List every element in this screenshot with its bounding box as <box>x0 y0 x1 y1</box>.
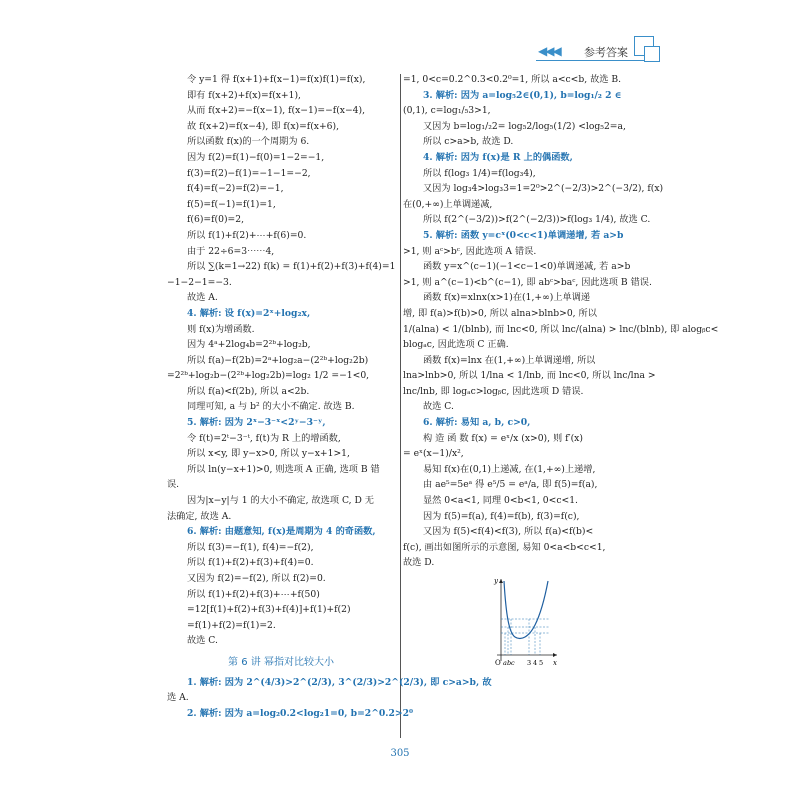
text-line: 又因为 log₃4>log₃3=1=2⁰>2^(−2/3)>2^(−3/2), f(x) <box>423 183 664 195</box>
text-line: 又因为 b=log₁/₂2= log₅2/log₅(1/2) <log₅2=a, <box>423 120 626 132</box>
page-number: 305 <box>390 748 410 759</box>
text-line: 所以 x<y, 即 y−x>0, 所以 y−x+1>1, <box>187 448 350 460</box>
text-line: 2. 解析: 因为 a=log₂0.2<log₂1=0, b=2^0.2>2⁰ <box>187 707 413 719</box>
text-line: 故 f(x+2)=f(x−4), 即 f(x)=f(x+6), <box>187 120 340 132</box>
text-line: 又因为 f(2)=−f(2), 所以 f(2)=0. <box>187 573 326 584</box>
text-line: 又因为 f(5)<f(4)<f(3), 所以 f(a)<f(b)< <box>423 526 594 538</box>
text-line: 故选 A. <box>187 292 218 304</box>
text-line: 1. 解析: 因为 2^(4/3)>2^(2/3), 3^(2/3)>2^(2/3), 即 c>a>b, 故 <box>187 676 492 688</box>
text-line: >1, 则 aᶜ>bᶜ, 因此选项 A 错误. <box>403 245 537 257</box>
origin-label: O <box>495 659 501 667</box>
right-column <box>403 72 719 673</box>
text-line: 所以 f(1)+f(2)+⋯+f(6)=0. <box>187 229 307 241</box>
text-line: 6. 解析: 由题意知, f(x)是周期为 4 的奇函数, <box>187 526 376 538</box>
text-line: = eˣ(x−1)/x², <box>403 448 464 460</box>
tick-label-a: a <box>503 659 507 667</box>
text-line: 选 A. <box>167 692 189 704</box>
text-line: 则 f(x)为增函数. <box>187 323 255 335</box>
text-line: 增, 即 f(a)>f(b)>0, 所以 alna>blnb>0, 所以 <box>403 307 597 319</box>
y-axis-arrow-icon <box>499 579 503 583</box>
text-line: 因为 f(2)=f(1)−f(0)=1−2=−1, <box>187 151 325 163</box>
tick-label-3: 3 <box>527 659 532 667</box>
text-line: (0,1), c=log₁/₅3>1, <box>403 105 491 117</box>
text-line: f(5)=f(−1)=f(1)=1, <box>187 198 276 210</box>
text-line: 所以 ∑(k=1→22) f(k) = f(1)+f(2)+f(3)+f(4)=1 <box>187 261 396 273</box>
text-line: 显然 0<a<1, 同理 0<b<1, 0<c<1. <box>423 495 578 507</box>
text-line: =f(1)+f(2)=f(1)=2. <box>187 619 276 631</box>
text-line: 易知 f(x)在(0,1)上递减, 在(1,+∞)上递增, <box>423 463 596 475</box>
text-line: =12[f(1)+f(2)+f(3)+f(4)]+f(1)+f(2) <box>187 604 351 616</box>
x-axis-arrow-icon <box>553 653 557 657</box>
x-axis-label: x <box>553 659 557 667</box>
text-line: 所以函数 f(x)的一个周期为 6. <box>187 136 310 148</box>
text-line: −1−2−1=−3. <box>167 276 232 288</box>
text-line: 3. 解析: 因为 a=log₅2∈(0,1), b=log₁/₂ 2 ∈ <box>423 89 622 101</box>
text-line: 5. 解析: 函数 y=cˣ(0<c<1)单调递增, 若 a>b <box>423 229 624 241</box>
text-line: 函数 f(x)=lnx 在(1,+∞)上单调递增, 所以 <box>423 354 596 366</box>
text-line: 令 y=1 得 f(x+1)+f(x−1)=f(x)f(1)=f(x), <box>187 74 366 85</box>
text-line: 故选 D. <box>403 557 435 569</box>
text-line: 故选 C. <box>187 635 218 647</box>
text-line: 5. 解析: 因为 2ˣ−3⁻ˣ<2ʸ−3⁻ʸ, <box>187 417 326 429</box>
header-box-icon-inner <box>644 46 660 62</box>
text-line: =2²ᵇ+log₂b−(2²ᵇ+log₂2b)=log₂ 1/2 =−1<0, <box>167 370 370 382</box>
tick-label-4: 4 <box>533 659 538 667</box>
text-line: 6. 解析: 易知 a, b, c>0, <box>423 417 531 429</box>
text-line: 由 ae⁵=5eᵃ 得 e⁵/5 = eᵃ/a, 即 f(5)=f(a), <box>423 479 598 491</box>
text-line: 构 造 函 数 f(x) = eˣ/x (x>0), 则 f′(x) <box>423 432 583 444</box>
text-line: f(6)=f(0)=2, <box>187 214 244 226</box>
text-line: f(3)=f(2)−f(1)=−1−1=−2, <box>187 167 311 179</box>
text-line: 在(0,+∞)上单调递减, <box>403 198 493 210</box>
text-line: 所以 f(2^(−3/2))>f(2^(−2/3))>f(log₃ 1/4), 故选 C. <box>423 214 651 226</box>
text-line: 1/(alna) < 1/(blnb), 而 lnc<0, 所以 lnc/(alna) > lnc/(blnb), 即 alogᵦc< <box>403 323 719 335</box>
text-line: lnc/lnb, 即 logₐc>logᵦc, 因此选项 D 错误. <box>403 385 584 397</box>
text-line: 故选 C. <box>423 401 454 413</box>
graph-svg <box>491 575 561 667</box>
text-line: 4. 解析: 因为 f(x)是 R 上的偶函数, <box>423 151 573 163</box>
header-title: 参考答案 <box>584 46 628 59</box>
curve-fx <box>504 581 548 639</box>
text-line: 4. 解析: 设 f(x)=2ˣ+log₂x, <box>187 307 311 319</box>
text-line: =1, 0<c=0.2^0.3<0.2⁰=1, 所以 a<c<b, 故选 B. <box>403 74 622 85</box>
text-line: f(c), 画出如图所示的示意图, 易知 0<a<b<c<1, <box>403 541 606 553</box>
text-line: 令 f(t)=2ᵗ−3⁻ᵗ, f(t)为 R 上的增函数, <box>187 432 341 444</box>
text-line: 所以 f(1)+f(2)+f(3)+⋯+f(50) <box>187 588 320 600</box>
text-line: blogₐc, 因此选项 C 正确. <box>403 339 509 351</box>
text-line: 函数 y=x^(c−1)(−1<c−1<0)单调递减, 若 a>b <box>423 261 631 273</box>
text-line: 法确定, 故选 A. <box>167 510 232 522</box>
text-line: 所以 f(3)=−f(1), f(4)=−f(2), <box>187 541 314 553</box>
section-heading: 第 6 讲 幂指对比较大小 <box>228 656 334 668</box>
text-line: f(4)=f(−2)=f(2)=−1, <box>187 183 284 195</box>
column-divider <box>400 74 401 738</box>
text-line: 从而 f(x+2)=−f(x−1), f(x−1)=−f(x−4), <box>187 105 366 117</box>
text-line: 所以 f(1)+f(2)+f(3)+f(4)=0. <box>187 557 314 569</box>
text-line: lna>lnb>0, 所以 1/lna < 1/lnb, 而 lnc<0, 所以 lnc/lna > <box>403 370 656 382</box>
text-line: >1, 则 a^(c−1)<b^(c−1), 即 abᶜ>baᶜ, 因此选项 B 错误. <box>403 276 652 288</box>
header-rule <box>536 60 650 61</box>
text-line: 所以 ln(y−x+1)>0, 则选项 A 正确, 选项 B 错 <box>187 463 380 475</box>
text-line: 由于 22÷6=3⋯⋯4, <box>187 245 275 257</box>
text-line: 函数 f(x)=xlnx(x>1)在(1,+∞)上单调递 <box>423 292 591 304</box>
text-line: 因为 f(5)=f(a), f(4)=f(b), f(3)=f(c), <box>423 510 580 522</box>
text-line: 所以 c>a>b, 故选 D. <box>423 136 514 148</box>
header-arrows: ◀◀◀ <box>538 44 560 58</box>
text-line: 因为 4ᵃ+2log₄b=2²ᵇ+log₂b, <box>187 339 311 351</box>
text-line: 所以 f(a)−f(2b)=2ᵃ+log₂a−(2²ᵇ+log₂2b) <box>187 354 369 366</box>
function-sketch-graph <box>491 575 639 673</box>
y-axis-label: y <box>494 577 498 585</box>
tick-label-5: 5 <box>539 659 544 667</box>
text-line: 因为|x−y|与 1 的大小不确定, 故选项 C, D 无 <box>187 495 374 507</box>
tick-label-b: b <box>507 659 512 667</box>
text-line: 同理可知, a 与 b² 的大小不确定. 故选 B. <box>187 401 355 413</box>
text-line: 所以 f(a)<f(2b), 所以 a<2b. <box>187 385 310 397</box>
text-line: 误. <box>167 479 180 491</box>
text-line: 即有 f(x+2)+f(x)=f(x+1), <box>187 89 301 101</box>
text-line: 所以 f(log₃ 1/4)=f(log₃4), <box>423 167 536 179</box>
tick-label-c: c <box>511 659 515 667</box>
